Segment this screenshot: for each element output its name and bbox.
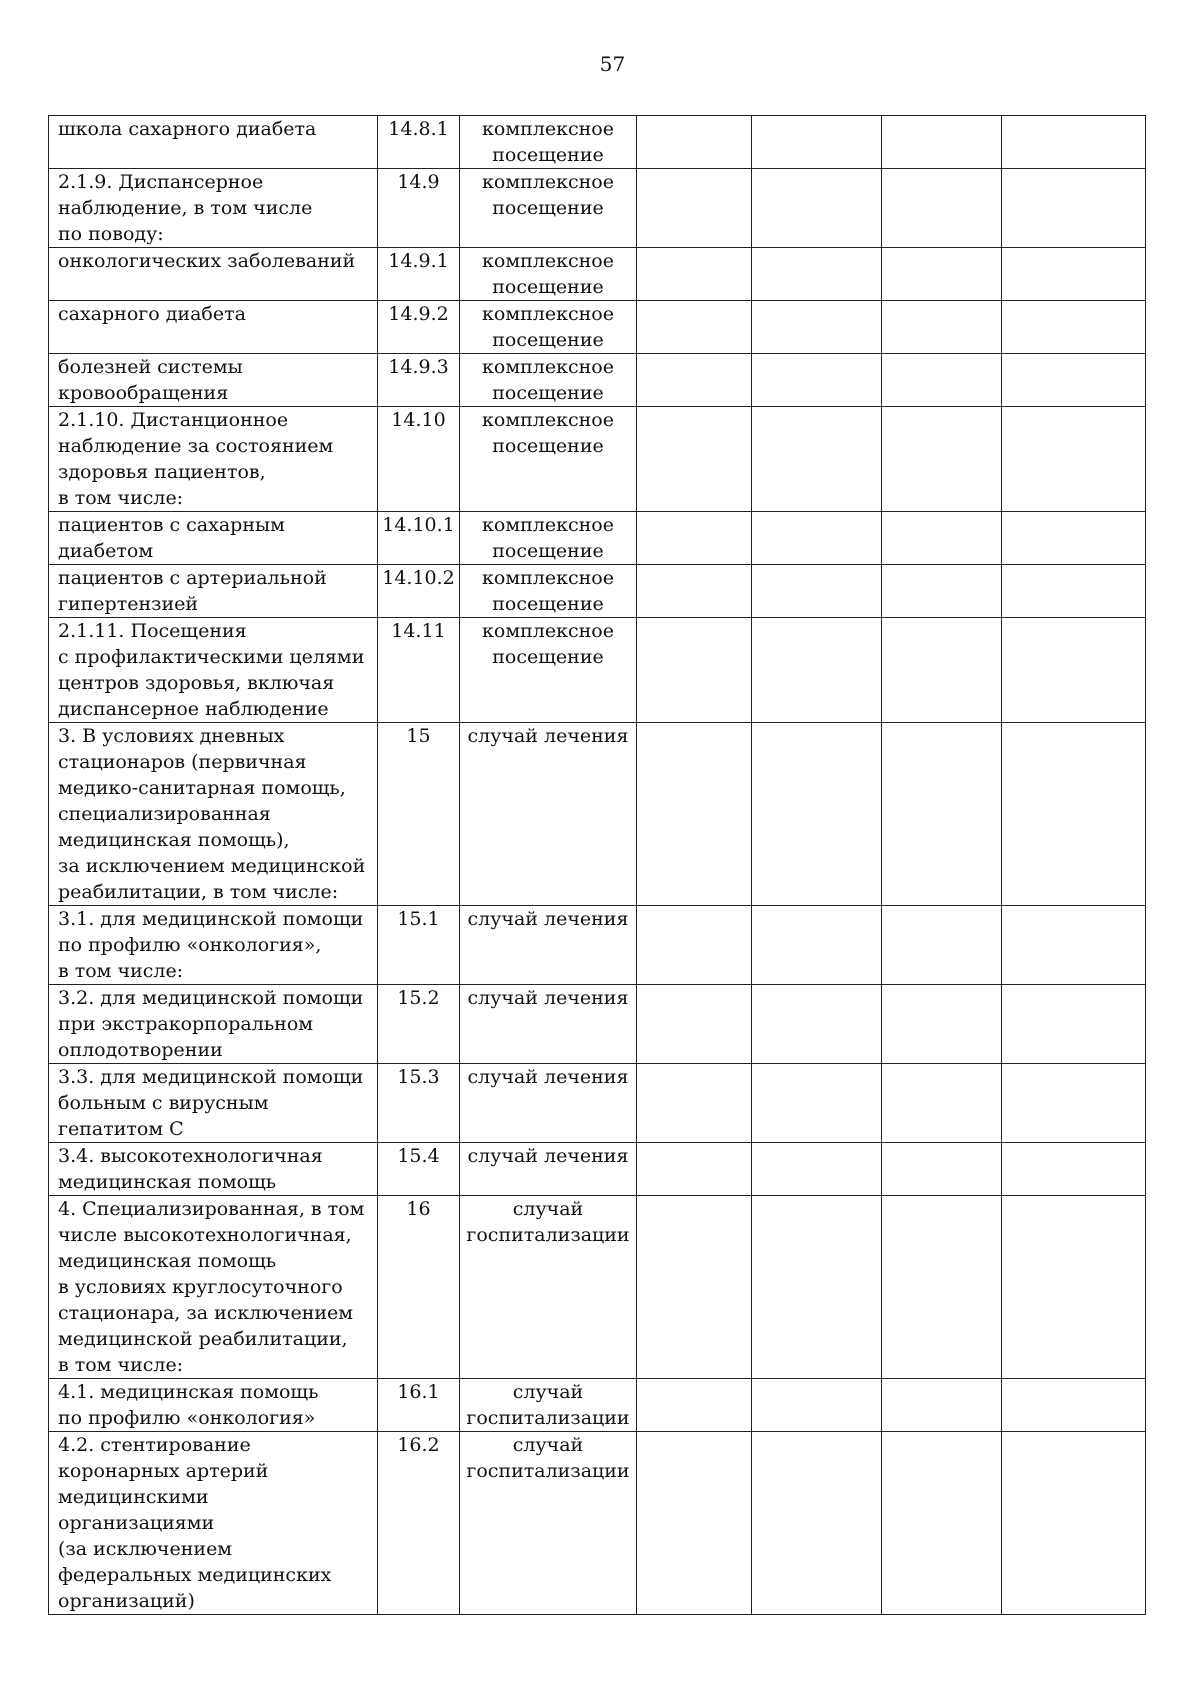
table-row xyxy=(49,116,1146,169)
table-row xyxy=(49,565,1146,618)
empty-value-cell xyxy=(752,723,882,906)
empty-value-cell xyxy=(882,906,1002,985)
table-row xyxy=(49,512,1146,565)
row-name-cell: 2.1.11. Посещения с профилактическими целями центров здоровья, включая диспансерное наблюдение xyxy=(49,618,378,723)
row-name-cell: пациентов с сахарным диабетом xyxy=(49,512,378,565)
empty-value-cell xyxy=(1002,1432,1146,1615)
empty-value-cell xyxy=(752,512,882,565)
row-code-cell: 15.1 xyxy=(378,906,460,985)
empty-value-cell xyxy=(752,565,882,618)
table-row xyxy=(49,301,1146,354)
row-code-cell: 14.11 xyxy=(378,618,460,723)
row-code-cell: 16.2 xyxy=(378,1432,460,1615)
empty-value-cell xyxy=(637,1379,752,1432)
row-name-cell: 3.2. для медицинской помощи при экстракорпоральном оплодотворении xyxy=(49,985,378,1064)
empty-value-cell xyxy=(882,985,1002,1064)
empty-value-cell xyxy=(882,1379,1002,1432)
table-row xyxy=(49,1143,1146,1196)
row-code-cell: 16 xyxy=(378,1196,460,1379)
row-code-cell: 14.8.1 xyxy=(378,116,460,169)
empty-value-cell xyxy=(882,354,1002,407)
empty-value-cell xyxy=(882,1064,1002,1143)
empty-value-cell xyxy=(752,354,882,407)
empty-value-cell xyxy=(752,1196,882,1379)
row-unit-cell: комплексное посещение xyxy=(460,116,637,169)
empty-value-cell xyxy=(1002,1196,1146,1379)
row-code-cell: 14.10 xyxy=(378,407,460,512)
empty-value-cell xyxy=(1002,565,1146,618)
empty-value-cell xyxy=(882,407,1002,512)
row-code-cell: 14.10.1 xyxy=(378,512,460,565)
row-name-cell: школа сахарного диабета xyxy=(49,116,378,169)
row-name-cell: 3.3. для медицинской помощи больным с вирусным гепатитом С xyxy=(49,1064,378,1143)
empty-value-cell xyxy=(637,985,752,1064)
row-unit-cell: случай лечения xyxy=(460,1143,637,1196)
empty-value-cell xyxy=(1002,1143,1146,1196)
empty-value-cell xyxy=(637,169,752,248)
empty-value-cell xyxy=(882,1432,1002,1615)
empty-value-cell xyxy=(637,1064,752,1143)
empty-value-cell xyxy=(1002,1064,1146,1143)
table-row xyxy=(49,1379,1146,1432)
row-unit-cell: случай госпитализации xyxy=(460,1196,637,1379)
row-code-cell: 14.9.2 xyxy=(378,301,460,354)
row-name-cell: 3.1. для медицинской помощи по профилю «онкология», в том числе: xyxy=(49,906,378,985)
row-name-cell: 2.1.10. Дистанционное наблюдение за состоянием здоровья пациентов, в том числе: xyxy=(49,407,378,512)
row-unit-cell: случай госпитализации xyxy=(460,1432,637,1615)
table-body xyxy=(49,116,1146,1615)
row-name-cell: онкологических заболеваний xyxy=(49,248,378,301)
empty-value-cell xyxy=(1002,301,1146,354)
empty-value-cell xyxy=(1002,723,1146,906)
empty-value-cell xyxy=(1002,248,1146,301)
data-table xyxy=(48,115,1146,1615)
empty-value-cell xyxy=(752,116,882,169)
empty-value-cell xyxy=(752,985,882,1064)
empty-value-cell xyxy=(752,169,882,248)
row-code-cell: 15.3 xyxy=(378,1064,460,1143)
page-number: 57 xyxy=(599,52,626,76)
table-row xyxy=(49,407,1146,512)
row-code-cell: 14.10.2 xyxy=(378,565,460,618)
empty-value-cell xyxy=(637,1143,752,1196)
row-unit-cell: комплексное посещение xyxy=(460,354,637,407)
empty-value-cell xyxy=(637,354,752,407)
empty-value-cell xyxy=(1002,354,1146,407)
empty-value-cell xyxy=(882,1143,1002,1196)
empty-value-cell xyxy=(882,512,1002,565)
row-code-cell: 14.9.1 xyxy=(378,248,460,301)
empty-value-cell xyxy=(1002,169,1146,248)
row-unit-cell: комплексное посещение xyxy=(460,169,637,248)
empty-value-cell xyxy=(637,565,752,618)
table-row xyxy=(49,906,1146,985)
row-unit-cell: случай лечения xyxy=(460,985,637,1064)
empty-value-cell xyxy=(752,1143,882,1196)
row-code-cell: 15.2 xyxy=(378,985,460,1064)
table-row xyxy=(49,169,1146,248)
row-code-cell: 14.9 xyxy=(378,169,460,248)
empty-value-cell xyxy=(752,301,882,354)
row-unit-cell: случай лечения xyxy=(460,723,637,906)
empty-value-cell xyxy=(882,1196,1002,1379)
empty-value-cell xyxy=(752,1432,882,1615)
empty-value-cell xyxy=(752,906,882,985)
empty-value-cell xyxy=(637,407,752,512)
empty-value-cell xyxy=(752,618,882,723)
empty-value-cell xyxy=(1002,906,1146,985)
table-row xyxy=(49,1196,1146,1379)
empty-value-cell xyxy=(1002,512,1146,565)
empty-value-cell xyxy=(882,301,1002,354)
row-name-cell: 3.4. высокотехнологичная медицинская помощь xyxy=(49,1143,378,1196)
empty-value-cell xyxy=(752,407,882,512)
row-unit-cell: комплексное посещение xyxy=(460,301,637,354)
empty-value-cell xyxy=(637,906,752,985)
row-name-cell: 3. В условиях дневных стационаров (первичная медико-санитарная помощь, специализированная медицинская помощь), за исключением медицинской реабилитации, в том числе: xyxy=(49,723,378,906)
row-name-cell: 4. Специализированная, в том числе высокотехнологичная, медицинская помощь в условиях круглосуточного стационара, за исключением медицинской реабилитации, в том числе: xyxy=(49,1196,378,1379)
row-unit-cell: комплексное посещение xyxy=(460,565,637,618)
row-unit-cell: комплексное посещение xyxy=(460,407,637,512)
empty-value-cell xyxy=(637,1432,752,1615)
table-row xyxy=(49,1432,1146,1615)
empty-value-cell xyxy=(882,248,1002,301)
row-name-cell: пациентов с артериальной гипертензией xyxy=(49,565,378,618)
empty-value-cell xyxy=(882,618,1002,723)
empty-value-cell xyxy=(882,116,1002,169)
row-unit-cell: комплексное посещение xyxy=(460,512,637,565)
empty-value-cell xyxy=(1002,618,1146,723)
row-code-cell: 15 xyxy=(378,723,460,906)
empty-value-cell xyxy=(1002,407,1146,512)
row-unit-cell: случай лечения xyxy=(460,906,637,985)
empty-value-cell xyxy=(637,1196,752,1379)
row-name-cell: сахарного диабета xyxy=(49,301,378,354)
table-row xyxy=(49,248,1146,301)
row-unit-cell: комплексное посещение xyxy=(460,248,637,301)
row-unit-cell: комплексное посещение xyxy=(460,618,637,723)
table-row xyxy=(49,1064,1146,1143)
row-unit-cell: случай госпитализации xyxy=(460,1379,637,1432)
empty-value-cell xyxy=(752,1064,882,1143)
empty-value-cell xyxy=(1002,116,1146,169)
row-name-cell: 2.1.9. Диспансерное наблюдение, в том числе по поводу: xyxy=(49,169,378,248)
row-code-cell: 15.4 xyxy=(378,1143,460,1196)
empty-value-cell xyxy=(882,169,1002,248)
table-row xyxy=(49,354,1146,407)
row-code-cell: 14.9.3 xyxy=(378,354,460,407)
row-code-cell: 16.1 xyxy=(378,1379,460,1432)
row-name-cell: 4.1. медицинская помощь по профилю «онкология» xyxy=(49,1379,378,1432)
empty-value-cell xyxy=(1002,985,1146,1064)
table-row xyxy=(49,985,1146,1064)
table-row xyxy=(49,618,1146,723)
empty-value-cell xyxy=(637,248,752,301)
row-name-cell: 4.2. стентирование коронарных артерий медицинскими организациями (за исключением федеральных медицинских организаций) xyxy=(49,1432,378,1615)
empty-value-cell xyxy=(637,618,752,723)
empty-value-cell xyxy=(637,723,752,906)
empty-value-cell xyxy=(637,116,752,169)
empty-value-cell xyxy=(752,1379,882,1432)
empty-value-cell xyxy=(637,512,752,565)
empty-value-cell xyxy=(882,723,1002,906)
empty-value-cell xyxy=(882,565,1002,618)
row-name-cell: болезней системы кровообращения xyxy=(49,354,378,407)
table-row xyxy=(49,723,1146,906)
row-unit-cell: случай лечения xyxy=(460,1064,637,1143)
empty-value-cell xyxy=(752,248,882,301)
empty-value-cell xyxy=(1002,1379,1146,1432)
empty-value-cell xyxy=(637,301,752,354)
